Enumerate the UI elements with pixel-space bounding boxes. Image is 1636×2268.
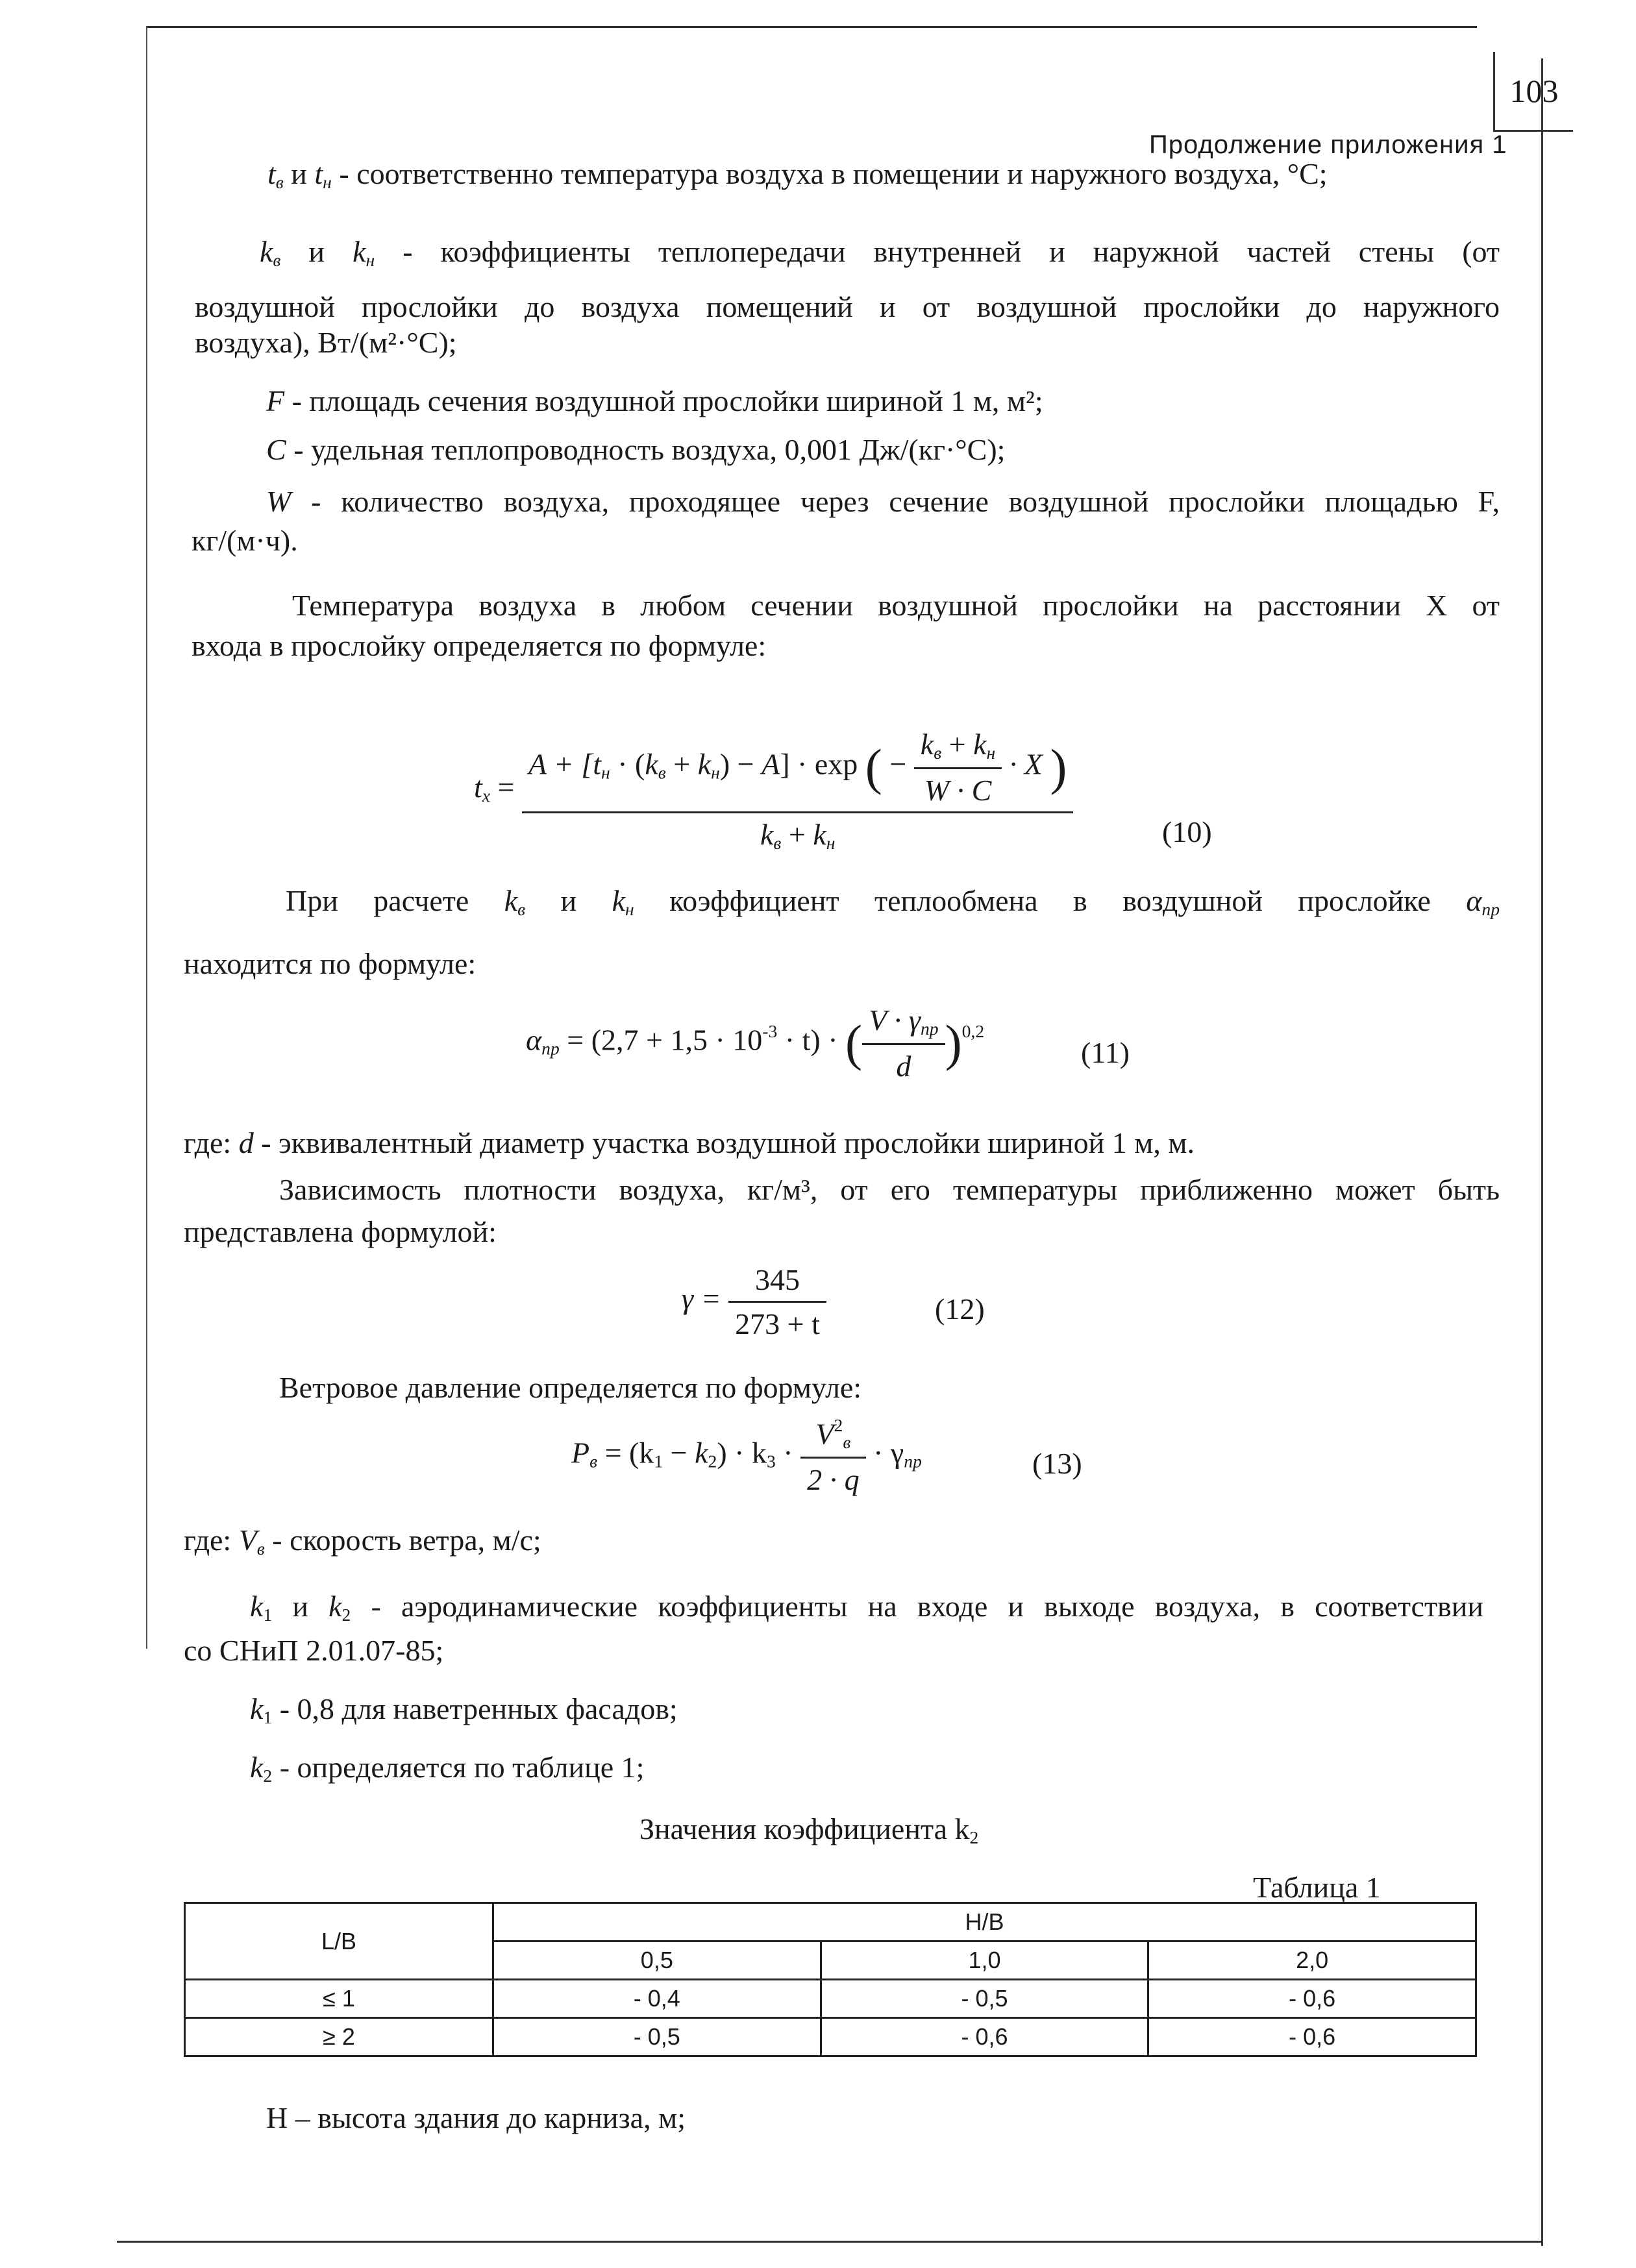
def-W-line1: W - количество воздуха, проходящее через сечение воздушной прослойки площадью F, bbox=[266, 485, 1500, 518]
table-row bbox=[185, 1980, 1476, 2018]
para-wind: Ветровое давление определяется по формуле: bbox=[279, 1371, 862, 1404]
equation-11: $\alpha_{пр} = (2,7 + 1,5 \cdot 10^{-3} \cdot t)$ · ( $\frac{V \cdot \gamma_{пр}}{d}$ )$^{0,2}$ bbox=[526, 1004, 985, 1083]
def-k1k2-line1: $k_1$ и $k_2$ - аэродинамические коэффициенты на входе и выходе воздуха, в соответствии bbox=[250, 1590, 1484, 1625]
def-d: где: d - эквивалентный диаметр участка воздушной прослойки шириной 1 м, м. bbox=[184, 1126, 1195, 1159]
table-col-head: 2,0 bbox=[1148, 1941, 1476, 1980]
table-cell: - 0,6 bbox=[821, 2018, 1148, 2056]
table-header-row bbox=[185, 1903, 1476, 1941]
page-frame-left bbox=[146, 26, 147, 1649]
equation-11-number: (11) bbox=[1081, 1036, 1130, 1069]
def-kv-kn-line1: $k_в$ и $k_н$ - коэффициенты теплопередачи внутренней и наружной частей стены (от bbox=[260, 235, 1500, 270]
def-k1: $k_1 - 0,8$ для наветренных фасадов; bbox=[250, 1692, 678, 1727]
def-k1k2-line2: со СНиП 2.01.07-85; bbox=[184, 1634, 444, 1667]
table-cell: - 0,5 bbox=[821, 1980, 1148, 2018]
def-k2: $k_2$ - определяется по таблице 1; bbox=[250, 1751, 645, 1786]
footer-definition: Н – высота здания до карниза, м; bbox=[266, 2101, 686, 2134]
table-row-label: ≥ 2 bbox=[185, 2018, 493, 2056]
table-col-head: 0,5 bbox=[493, 1941, 821, 1980]
para-rho-line2: представлена формулой: bbox=[184, 1215, 497, 1248]
equation-12: γ = $\frac{345}{273 + t}$ bbox=[682, 1263, 826, 1341]
para-alpha-line2: находится по формуле: bbox=[184, 947, 477, 980]
table-cell: - 0,4 bbox=[493, 1980, 821, 2018]
page-frame-bottom bbox=[117, 2241, 1543, 2243]
equation-10: $t_x$ = $A + [t_н \cdot (k_в + k_н) - A] \cdot \exp$ ( − $\frac{k_в + k_н}{W \cdot C}$ · X ) $k_в + k_н$ bbox=[474, 727, 1073, 854]
table-cell: - 0,5 bbox=[493, 2018, 821, 2056]
para-tx-line1: Температура воздуха в любом сечении воздушной прослойки на расстоянии X от bbox=[292, 589, 1500, 622]
table-row bbox=[185, 2018, 1476, 2056]
def-tv-tn: $t_в$ и $t_н$ - соответственно температура воздуха в помещении и наружного воздуха, °С; bbox=[267, 157, 1328, 192]
def-W-line2: кг/(м·ч). bbox=[192, 524, 298, 557]
running-header: Продолжение приложения 1 bbox=[1149, 130, 1507, 159]
table-cell: - 0,6 bbox=[1148, 1980, 1476, 2018]
equation-12-number: (12) bbox=[935, 1292, 985, 1325]
table-header-lb: L/B bbox=[185, 1903, 493, 1980]
table-caption: Значения коэффициента $k_2$ bbox=[639, 1812, 979, 1847]
equation-13-number: (13) bbox=[1032, 1447, 1082, 1480]
def-F: F - площадь сечения воздушной прослойки шириной 1 м, м²; bbox=[266, 384, 1043, 417]
coefficient-table bbox=[184, 1902, 1477, 2057]
page-frame-right bbox=[1541, 58, 1543, 2246]
table-col-head: 1,0 bbox=[821, 1941, 1148, 1980]
page-frame-top bbox=[146, 26, 1477, 28]
def-kv-kn-line3: воздуха), Вт/(м²·°С); bbox=[195, 326, 457, 359]
def-kv-kn-line2: воздушной прослойки до воздуха помещений и от воздушной прослойки до наружного bbox=[195, 290, 1500, 323]
para-rho-line1: Зависимость плотности воздуха, кг/м³, от его температуры приближенно может быть bbox=[279, 1173, 1500, 1206]
def-C: C - удельная теплопроводность воздуха, 0,001 Дж/(кг·°С); bbox=[266, 433, 1006, 466]
para-alpha-line1: При расчете $k_в$ и $k_н$ коэффициент теплообмена в воздушной прослойке $\alpha_{пр}$ bbox=[286, 884, 1500, 919]
equation-13: $P_в = (k_1 - k_2) \cdot k_3$ · $\frac{V^2_в}{2 \cdot q}$ · $\gamma_{пр}$ bbox=[571, 1415, 922, 1497]
table-header-hb: H/B bbox=[493, 1903, 1476, 1941]
page-number: 103 bbox=[1493, 52, 1573, 132]
para-tx-line2: входа в прослойку определяется по формуле: bbox=[192, 629, 767, 662]
table-row-label: ≤ 1 bbox=[185, 1980, 493, 2018]
table-cell: - 0,6 bbox=[1148, 2018, 1476, 2056]
def-v: где: $V_в$ - скорость ветра, м/с; bbox=[184, 1523, 541, 1559]
table-label: Таблица 1 bbox=[1253, 1871, 1381, 1904]
equation-10-number: (10) bbox=[1162, 815, 1212, 848]
